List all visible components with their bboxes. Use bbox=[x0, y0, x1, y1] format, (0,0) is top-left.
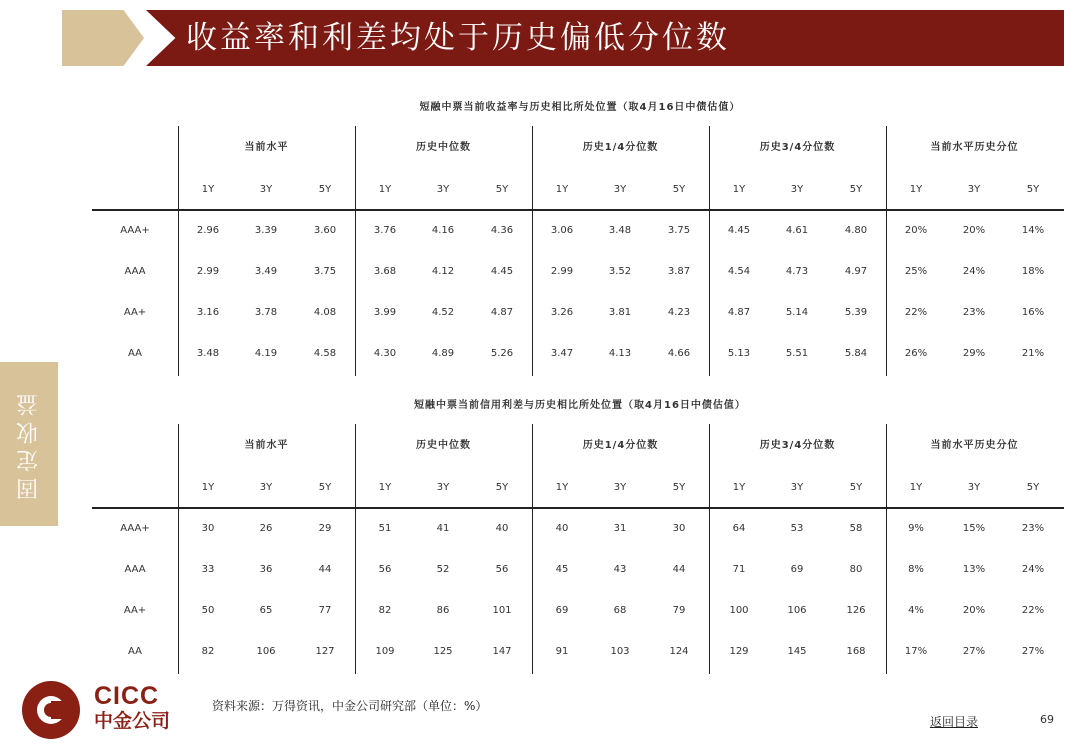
back-to-contents-link[interactable]: 返回目录 bbox=[930, 715, 979, 729]
column-group-header: 历史1/4分位数 bbox=[582, 440, 659, 451]
column-divider bbox=[709, 424, 710, 674]
table-cell: 17% bbox=[904, 646, 928, 657]
table-cell: 27% bbox=[1021, 646, 1045, 657]
column-group-header: 当前水平历史分位 bbox=[930, 142, 1019, 153]
table-cell: 20% bbox=[962, 225, 986, 236]
tenor-header: 1Y bbox=[909, 184, 923, 195]
tenor-header: 1Y bbox=[555, 184, 569, 195]
table-cell: 4.13 bbox=[608, 348, 632, 359]
tenor-header: 3Y bbox=[436, 184, 450, 195]
column-group-header: 历史1/4分位数 bbox=[582, 142, 659, 153]
column-divider bbox=[532, 126, 533, 376]
table-cell: 5.26 bbox=[490, 348, 514, 359]
source-note: 资料来源：万得资讯，中金公司研究部（单位：%） bbox=[212, 699, 488, 713]
row-label: AA bbox=[128, 646, 142, 657]
tenor-header: 1Y bbox=[378, 184, 392, 195]
table-title: 短融中票当前收益率与历史相比所处位置（取4月16日中债估值） bbox=[419, 102, 741, 113]
column-divider bbox=[532, 424, 533, 674]
header-rule bbox=[92, 507, 1064, 509]
table-cell: 4.52 bbox=[431, 307, 455, 318]
table-cell: 5.13 bbox=[727, 348, 751, 359]
column-group-header: 历史中位数 bbox=[416, 440, 471, 451]
tenor-header: 1Y bbox=[732, 482, 746, 493]
page-title: 收益率和利差均处于历史偏低分位数 bbox=[186, 20, 730, 56]
table-cell: 43 bbox=[613, 564, 627, 575]
tenor-header: 1Y bbox=[555, 482, 569, 493]
table-cell: 3.39 bbox=[254, 225, 278, 236]
table-cell: 100 bbox=[729, 605, 749, 616]
table-cell: 3.75 bbox=[667, 225, 691, 236]
table-cell: 58 bbox=[849, 523, 863, 534]
side-tab bbox=[0, 362, 58, 526]
table-cell: 3.76 bbox=[373, 225, 397, 236]
column-group-header: 历史3/4分位数 bbox=[759, 142, 836, 153]
table-cell: 4.23 bbox=[667, 307, 691, 318]
row-label: AAA+ bbox=[120, 523, 150, 534]
table-cell: 126 bbox=[846, 605, 866, 616]
table-cell: 22% bbox=[904, 307, 928, 318]
table-cell: 36 bbox=[259, 564, 273, 575]
table-cell: 5.84 bbox=[844, 348, 868, 359]
table-cell: 82 bbox=[378, 605, 392, 616]
tenor-header: 3Y bbox=[259, 482, 273, 493]
table-cell: 103 bbox=[610, 646, 630, 657]
table-cell: 41 bbox=[436, 523, 450, 534]
row-label: AAA bbox=[124, 266, 146, 277]
logo-text-cn: 中金公司 bbox=[94, 710, 171, 732]
tenor-header: 3Y bbox=[790, 482, 804, 493]
table-cell: 77 bbox=[318, 605, 332, 616]
logo-text-en: CICC bbox=[94, 682, 160, 710]
table-cell: 79 bbox=[672, 605, 686, 616]
table-cell: 4.45 bbox=[490, 266, 514, 277]
table-cell: 69 bbox=[555, 605, 569, 616]
table-cell: 4.87 bbox=[727, 307, 751, 318]
table-cell: 91 bbox=[555, 646, 569, 657]
table-cell: 64 bbox=[732, 523, 746, 534]
table-cell: 3.60 bbox=[313, 225, 337, 236]
cicc-logo bbox=[22, 681, 80, 739]
table-cell: 5.39 bbox=[844, 307, 868, 318]
table-cell: 4.12 bbox=[431, 266, 455, 277]
column-divider bbox=[355, 424, 356, 674]
table-cell: 69 bbox=[790, 564, 804, 575]
table-cell: 4.80 bbox=[844, 225, 868, 236]
table-cell: 27% bbox=[962, 646, 986, 657]
table-cell: 4.08 bbox=[313, 307, 337, 318]
table-cell: 26 bbox=[259, 523, 273, 534]
tenor-header: 3Y bbox=[967, 184, 981, 195]
table-cell: 80 bbox=[849, 564, 863, 575]
tenor-header: 5Y bbox=[495, 184, 509, 195]
table-cell: 16% bbox=[1021, 307, 1045, 318]
table-cell: 4.16 bbox=[431, 225, 455, 236]
table-cell: 2.99 bbox=[550, 266, 574, 277]
table-cell: 147 bbox=[492, 646, 512, 657]
table-cell: 82 bbox=[201, 646, 215, 657]
column-divider bbox=[886, 424, 887, 674]
table-cell: 4.58 bbox=[313, 348, 337, 359]
table-cell: 3.99 bbox=[373, 307, 397, 318]
tenor-header: 1Y bbox=[378, 482, 392, 493]
table-cell: 4.45 bbox=[727, 225, 751, 236]
table-cell: 109 bbox=[375, 646, 395, 657]
table-cell: 2.99 bbox=[196, 266, 220, 277]
tenor-header: 3Y bbox=[436, 482, 450, 493]
table-cell: 3.87 bbox=[667, 266, 691, 277]
table-cell: 4.36 bbox=[490, 225, 514, 236]
table-cell: 106 bbox=[256, 646, 276, 657]
table-cell: 21% bbox=[1021, 348, 1045, 359]
table-cell: 23% bbox=[1021, 523, 1045, 534]
table-cell: 50 bbox=[201, 605, 215, 616]
column-group-header: 当前水平 bbox=[244, 440, 289, 451]
table-cell: 4.97 bbox=[844, 266, 868, 277]
column-group-header: 历史中位数 bbox=[416, 142, 471, 153]
header-chevron bbox=[62, 10, 144, 66]
table-cell: 68 bbox=[613, 605, 627, 616]
table-cell: 145 bbox=[787, 646, 807, 657]
table-cell: 44 bbox=[318, 564, 332, 575]
page-number: 69 bbox=[1040, 713, 1054, 726]
table-cell: 15% bbox=[962, 523, 986, 534]
table-cell: 25% bbox=[904, 266, 928, 277]
column-group-header: 当前水平 bbox=[244, 142, 289, 153]
table-cell: 24% bbox=[962, 266, 986, 277]
tenor-header: 5Y bbox=[849, 482, 863, 493]
table-cell: 71 bbox=[732, 564, 746, 575]
table-cell: 18% bbox=[1021, 266, 1045, 277]
tenor-header: 3Y bbox=[613, 482, 627, 493]
tenor-header: 5Y bbox=[318, 482, 332, 493]
tenor-header: 3Y bbox=[790, 184, 804, 195]
table-cell: 2.96 bbox=[196, 225, 220, 236]
column-group-header: 当前水平历史分位 bbox=[930, 440, 1019, 451]
table-cell: 23% bbox=[962, 307, 986, 318]
table-cell: 14% bbox=[1021, 225, 1045, 236]
table-cell: 129 bbox=[729, 646, 749, 657]
table-cell: 40 bbox=[495, 523, 509, 534]
table-cell: 4.87 bbox=[490, 307, 514, 318]
table-cell: 3.81 bbox=[608, 307, 632, 318]
table-cell: 86 bbox=[436, 605, 450, 616]
row-label: AA bbox=[128, 348, 142, 359]
tenor-header: 5Y bbox=[1026, 482, 1040, 493]
table-cell: 45 bbox=[555, 564, 569, 575]
table-cell: 22% bbox=[1021, 605, 1045, 616]
table-cell: 4% bbox=[908, 605, 924, 616]
table-cell: 3.52 bbox=[608, 266, 632, 277]
table-title: 短融中票当前信用利差与历史相比所处位置（取4月16日中债估值） bbox=[414, 400, 746, 411]
table-cell: 44 bbox=[672, 564, 686, 575]
table-cell: 3.75 bbox=[313, 266, 337, 277]
table-cell: 3.78 bbox=[254, 307, 278, 318]
table-cell: 13% bbox=[962, 564, 986, 575]
table-cell: 20% bbox=[962, 605, 986, 616]
row-label: AA+ bbox=[123, 307, 147, 318]
table-cell: 4.19 bbox=[254, 348, 278, 359]
table-cell: 5.14 bbox=[785, 307, 809, 318]
table-cell: 125 bbox=[433, 646, 453, 657]
column-divider bbox=[355, 126, 356, 376]
tenor-header: 5Y bbox=[672, 184, 686, 195]
column-divider bbox=[709, 126, 710, 376]
tenor-header: 1Y bbox=[732, 184, 746, 195]
table-cell: 3.48 bbox=[608, 225, 632, 236]
tenor-header: 5Y bbox=[318, 184, 332, 195]
table-cell: 3.49 bbox=[254, 266, 278, 277]
tenor-header: 3Y bbox=[967, 482, 981, 493]
table-cell: 8% bbox=[908, 564, 924, 575]
column-divider bbox=[178, 126, 179, 376]
column-group-header: 历史3/4分位数 bbox=[759, 440, 836, 451]
side-tab-label: 固定收益 bbox=[16, 388, 42, 500]
table-cell: 3.16 bbox=[196, 307, 220, 318]
table-cell: 33 bbox=[201, 564, 215, 575]
tenor-header: 5Y bbox=[1026, 184, 1040, 195]
tenor-header: 5Y bbox=[849, 184, 863, 195]
table-cell: 29% bbox=[962, 348, 986, 359]
table-cell: 4.73 bbox=[785, 266, 809, 277]
tenor-header: 3Y bbox=[259, 184, 273, 195]
table-cell: 20% bbox=[904, 225, 928, 236]
table-cell: 3.47 bbox=[550, 348, 574, 359]
table-cell: 4.89 bbox=[431, 348, 455, 359]
table-cell: 3.68 bbox=[373, 266, 397, 277]
table-cell: 56 bbox=[378, 564, 392, 575]
header-rule bbox=[92, 209, 1064, 211]
table-cell: 30 bbox=[672, 523, 686, 534]
tenor-header: 1Y bbox=[201, 482, 215, 493]
table-cell: 124 bbox=[669, 646, 689, 657]
table-cell: 24% bbox=[1021, 564, 1045, 575]
table-cell: 3.26 bbox=[550, 307, 574, 318]
table-cell: 4.61 bbox=[785, 225, 809, 236]
table-cell: 65 bbox=[259, 605, 273, 616]
tenor-header: 1Y bbox=[909, 482, 923, 493]
table-cell: 52 bbox=[436, 564, 450, 575]
table-cell: 106 bbox=[787, 605, 807, 616]
table-cell: 3.06 bbox=[550, 225, 574, 236]
table-cell: 29 bbox=[318, 523, 332, 534]
row-label: AA+ bbox=[123, 605, 147, 616]
table-cell: 56 bbox=[495, 564, 509, 575]
tenor-header: 3Y bbox=[613, 184, 627, 195]
table-cell: 101 bbox=[492, 605, 512, 616]
table-cell: 5.51 bbox=[785, 348, 809, 359]
table-cell: 9% bbox=[908, 523, 924, 534]
row-label: AAA bbox=[124, 564, 146, 575]
row-label: AAA+ bbox=[120, 225, 150, 236]
table-cell: 127 bbox=[315, 646, 335, 657]
table-cell: 26% bbox=[904, 348, 928, 359]
column-divider bbox=[178, 424, 179, 674]
table-cell: 53 bbox=[790, 523, 804, 534]
tenor-header: 1Y bbox=[201, 184, 215, 195]
table-cell: 4.54 bbox=[727, 266, 751, 277]
table-cell: 3.48 bbox=[196, 348, 220, 359]
table-cell: 4.66 bbox=[667, 348, 691, 359]
table-cell: 40 bbox=[555, 523, 569, 534]
table-cell: 31 bbox=[613, 523, 627, 534]
tenor-header: 5Y bbox=[495, 482, 509, 493]
table-cell: 30 bbox=[201, 523, 215, 534]
table-cell: 51 bbox=[378, 523, 392, 534]
column-divider bbox=[886, 126, 887, 376]
tenor-header: 5Y bbox=[672, 482, 686, 493]
table-cell: 4.30 bbox=[373, 348, 397, 359]
table-cell: 168 bbox=[846, 646, 866, 657]
